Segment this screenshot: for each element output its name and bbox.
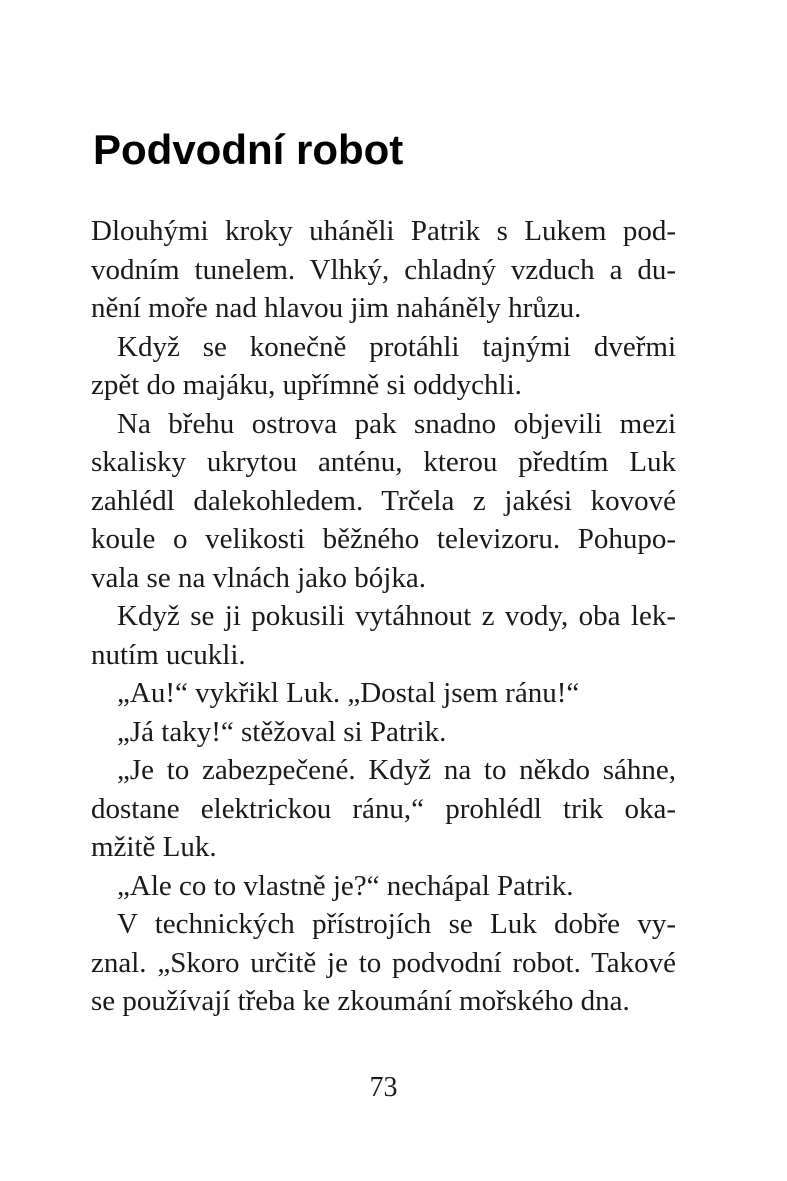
text-line: nění moře nad hlavou jim naháněly hrůzu. bbox=[91, 292, 582, 324]
text-line: dostane elektrickou ránu,“ prohlédl trik oka- bbox=[91, 792, 676, 825]
text-line: nutím ucukli. bbox=[91, 638, 246, 671]
paragraph bbox=[91, 597, 676, 674]
text-line: Dlouhými kroky uháněli Patrik s Lukem pod- bbox=[91, 215, 676, 247]
paragraph bbox=[91, 751, 676, 867]
text-line: Když se konečně protáhli tajnými dveřmi bbox=[117, 330, 676, 363]
paragraph bbox=[91, 905, 676, 1021]
paragraph bbox=[91, 405, 676, 598]
text-line: vala se na vlnách jako bójka. bbox=[91, 561, 426, 594]
text-line: „Já taky!“ stěžoval si Patrik. bbox=[117, 715, 447, 748]
text-line: vodním tunelem. Vlhký, chladný vzduch a du- bbox=[91, 253, 676, 286]
paragraph bbox=[91, 212, 676, 328]
body-text bbox=[91, 212, 676, 1021]
paragraph bbox=[91, 328, 676, 405]
text-line: Na břehu ostrova pak snadno objevili mezi bbox=[117, 407, 676, 440]
text-line: koule o velikosti běžného televizoru. Pohupo- bbox=[91, 523, 676, 555]
text-line: „Au!“ vykřikl Luk. „Dostal jsem ránu!“ bbox=[117, 677, 580, 709]
text-line: skalisky ukrytou anténu, kterou předtím Luk bbox=[91, 446, 676, 478]
text-line: znal. „Skoro určitě je to podvodní robot. Takové bbox=[91, 946, 676, 979]
text-line: mžitě Luk. bbox=[91, 831, 217, 863]
page-number: 73 bbox=[369, 1072, 398, 1103]
paragraph bbox=[91, 674, 676, 713]
chapter-title: Podvodní robot bbox=[93, 126, 404, 173]
text-line: „Ale co to vlastně je?“ nechápal Patrik. bbox=[117, 869, 574, 902]
paragraph bbox=[91, 713, 676, 752]
text-line: zahlédl dalekohledem. Trčela z jakési kovové bbox=[91, 484, 676, 517]
paragraph bbox=[91, 867, 676, 906]
text-line: V technických přístrojích se Luk dobře vy- bbox=[117, 908, 676, 940]
text-line: zpět do majáku, upřímně si oddychli. bbox=[91, 369, 522, 401]
text-line: Když se ji pokusili vytáhnout z vody, oba lek- bbox=[117, 600, 676, 632]
text-line: se používají třeba ke zkoumání mořského dna. bbox=[91, 985, 630, 1017]
text-line: „Je to zabezpečené. Když na to někdo sáhne, bbox=[117, 754, 676, 786]
